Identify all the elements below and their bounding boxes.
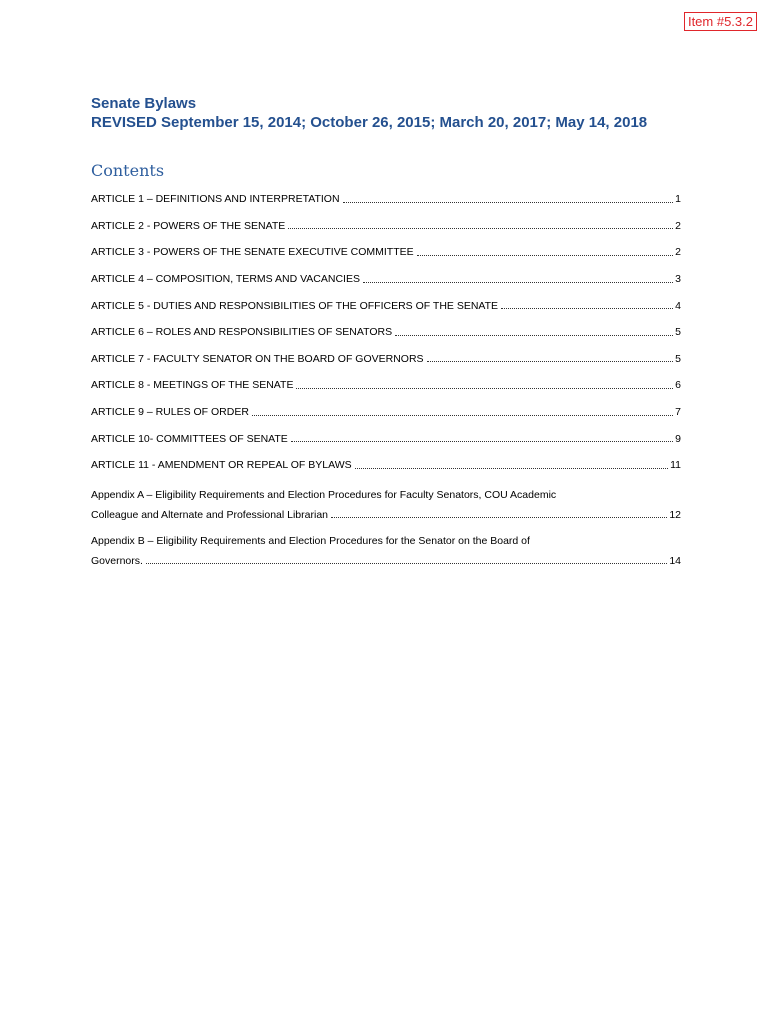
toc-entry-title: ARTICLE 2 - POWERS OF THE SENATE [91,219,286,232]
dot-leader [501,308,673,309]
dot-leader [296,388,673,389]
dot-leader [252,415,673,416]
toc-entry-title: ARTICLE 1 – DEFINITIONS AND INTERPRETATION [91,193,340,206]
toc-entry-title-line2: Colleague and Alternate and Professional Librarian [91,508,328,521]
revision-dates: REVISED September 15, 2014; October 26, 2015; March 20, 2017; May 14, 2018 [91,114,648,131]
toc-entry-article-2[interactable] [91,213,681,240]
toc-entry-title: ARTICLE 8 - MEETINGS OF THE SENATE [91,379,294,392]
toc-entry-appendix-a[interactable] [91,485,681,525]
dot-leader [291,441,673,442]
toc-entry-page: 11 [670,459,681,472]
toc-entry-page: 5 [675,326,681,339]
toc-entry-article-3[interactable] [91,239,681,266]
toc-entry-page: 6 [675,379,681,392]
dot-leader [331,517,667,518]
contents-heading: Contents [91,161,165,180]
toc-entry-article-5[interactable] [91,292,681,319]
dot-leader [395,335,673,336]
dot-leader [146,563,667,564]
dot-leader [355,468,668,469]
toc-entry-page: 14 [669,554,681,567]
toc-entry-page: 12 [669,508,681,521]
toc-entry-page: 2 [675,246,681,259]
dot-leader [363,282,673,283]
toc-entry-title-line2: Governors. [91,554,143,567]
toc-entry-page: 5 [675,352,681,365]
table-of-contents [91,186,681,575]
dot-leader [427,361,674,362]
toc-entry-page: 1 [675,193,681,206]
toc-entry-page: 3 [675,273,681,286]
toc-entry-appendix-b[interactable] [91,531,681,571]
toc-entry-title: ARTICLE 10- COMMITTEES OF SENATE [91,432,288,445]
item-number-tag: Item #5.3.2 [684,12,757,31]
toc-entry-page: 4 [675,299,681,312]
toc-entry-page: 7 [675,406,681,419]
toc-entry-article-10[interactable] [91,425,681,452]
toc-entry-title: ARTICLE 7 - FACULTY SENATOR ON THE BOARD OF GOVERNORS [91,352,424,365]
toc-entry-title: ARTICLE 3 - POWERS OF THE SENATE EXECUTIVE COMMITTEE [91,246,414,259]
dot-leader [343,202,674,203]
toc-entry-article-1[interactable] [91,186,681,213]
toc-entry-title-line1: Appendix A – Eligibility Requirements and Election Procedures for Faculty Senators, COU Academic [91,488,557,501]
toc-entry-title: ARTICLE 9 – RULES OF ORDER [91,406,249,419]
toc-entry-article-7[interactable] [91,346,681,373]
toc-entry-title: ARTICLE 11 - AMENDMENT OR REPEAL OF BYLAWS [91,459,352,472]
document-heading [91,94,647,132]
toc-entry-page: 9 [675,432,681,445]
toc-entry-article-11[interactable] [91,452,681,479]
toc-entry-article-9[interactable] [91,399,681,426]
toc-entry-title: ARTICLE 6 – ROLES AND RESPONSIBILITIES OF SENATORS [91,326,393,339]
toc-entry-article-8[interactable] [91,372,681,399]
dot-leader [288,228,673,229]
toc-entry-title: ARTICLE 5 - DUTIES AND RESPONSIBILITIES OF THE OFFICERS OF THE SENATE [91,299,499,312]
dot-leader [417,255,674,256]
toc-entry-title-line1: Appendix B – Eligibility Requirements and Election Procedures for the Senator on the Board of [91,534,530,547]
toc-entry-article-6[interactable] [91,319,681,346]
toc-entry-title: ARTICLE 4 – COMPOSITION, TERMS AND VACANCIES [91,273,360,286]
toc-entry-article-4[interactable] [91,266,681,293]
toc-entry-page: 2 [675,219,681,232]
document-title: Senate Bylaws [91,95,197,112]
